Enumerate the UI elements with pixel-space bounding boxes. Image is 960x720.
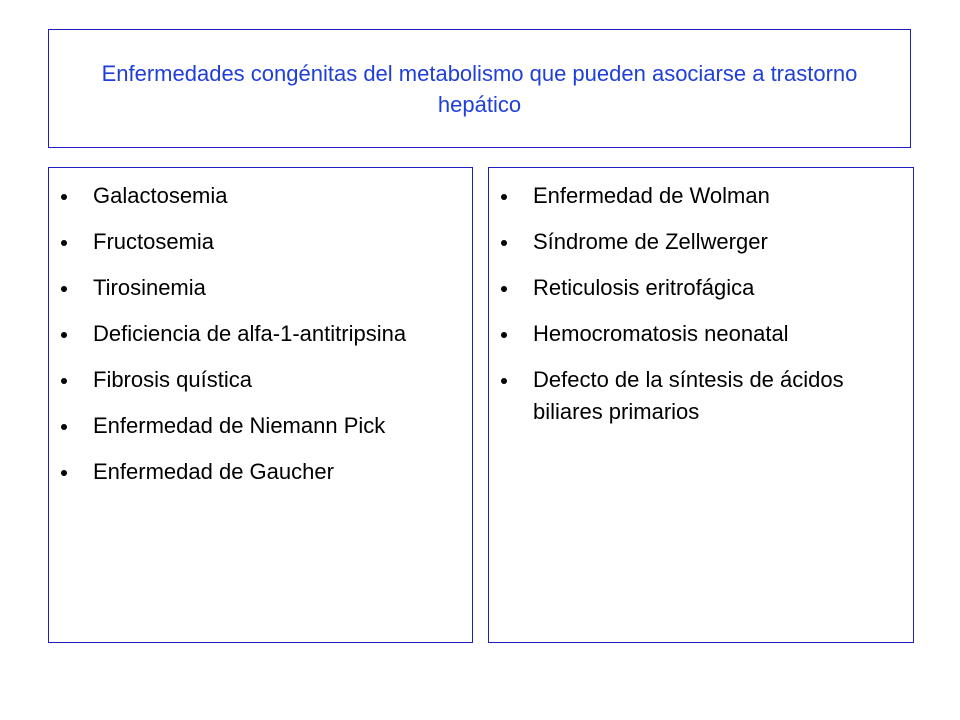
bullet-icon [61, 470, 67, 476]
bullet-icon [501, 240, 507, 246]
list-item [49, 456, 472, 488]
list-item-text: Síndrome de Zellwerger [533, 229, 768, 254]
list-item [49, 180, 472, 212]
list-item-text: Tirosinemia [93, 275, 206, 300]
list-item [49, 410, 472, 442]
title-box [48, 29, 911, 148]
list-item-text: Enfermedad de Gaucher [93, 459, 334, 484]
list-item [489, 226, 913, 258]
bullet-icon [501, 332, 507, 338]
bullet-icon [61, 332, 67, 338]
list-item [49, 364, 472, 396]
bullet-icon [501, 286, 507, 292]
list-item-text: Defecto de la síntesis de ácidos biliares primarios [533, 367, 844, 424]
bullet-icon [61, 240, 67, 246]
left-bullet-list [49, 168, 472, 488]
bullet-icon [61, 286, 67, 292]
list-item-text: Fructosemia [93, 229, 215, 254]
list-item-text: Reticulosis eritrofágica [533, 275, 755, 300]
bullet-icon [61, 424, 67, 430]
slide-title: Enfermedades congénitas del metabolismo que pueden asociarse a trastorno hepático [101, 60, 858, 117]
list-item [49, 318, 472, 350]
left-column-box [48, 167, 473, 643]
list-item-text: Enfermedad de Niemann Pick [93, 413, 386, 438]
right-column-box [488, 167, 914, 643]
list-item [489, 272, 913, 304]
bullet-icon [501, 194, 507, 200]
list-item-text: Deficiencia de alfa-1-antitripsina [93, 321, 407, 346]
list-item [489, 318, 913, 350]
list-item-text: Fibrosis quística [93, 367, 252, 392]
list-item [49, 226, 472, 258]
list-item-text: Hemocromatosis neonatal [533, 321, 789, 346]
bullet-icon [501, 378, 507, 384]
bullet-icon [61, 378, 67, 384]
right-bullet-list [489, 168, 913, 428]
list-item [489, 180, 913, 212]
list-item [49, 272, 472, 304]
bullet-icon [61, 194, 67, 200]
list-item-text: Enfermedad de Wolman [533, 183, 770, 208]
list-item-text: Galactosemia [93, 183, 228, 208]
list-item [489, 364, 913, 428]
